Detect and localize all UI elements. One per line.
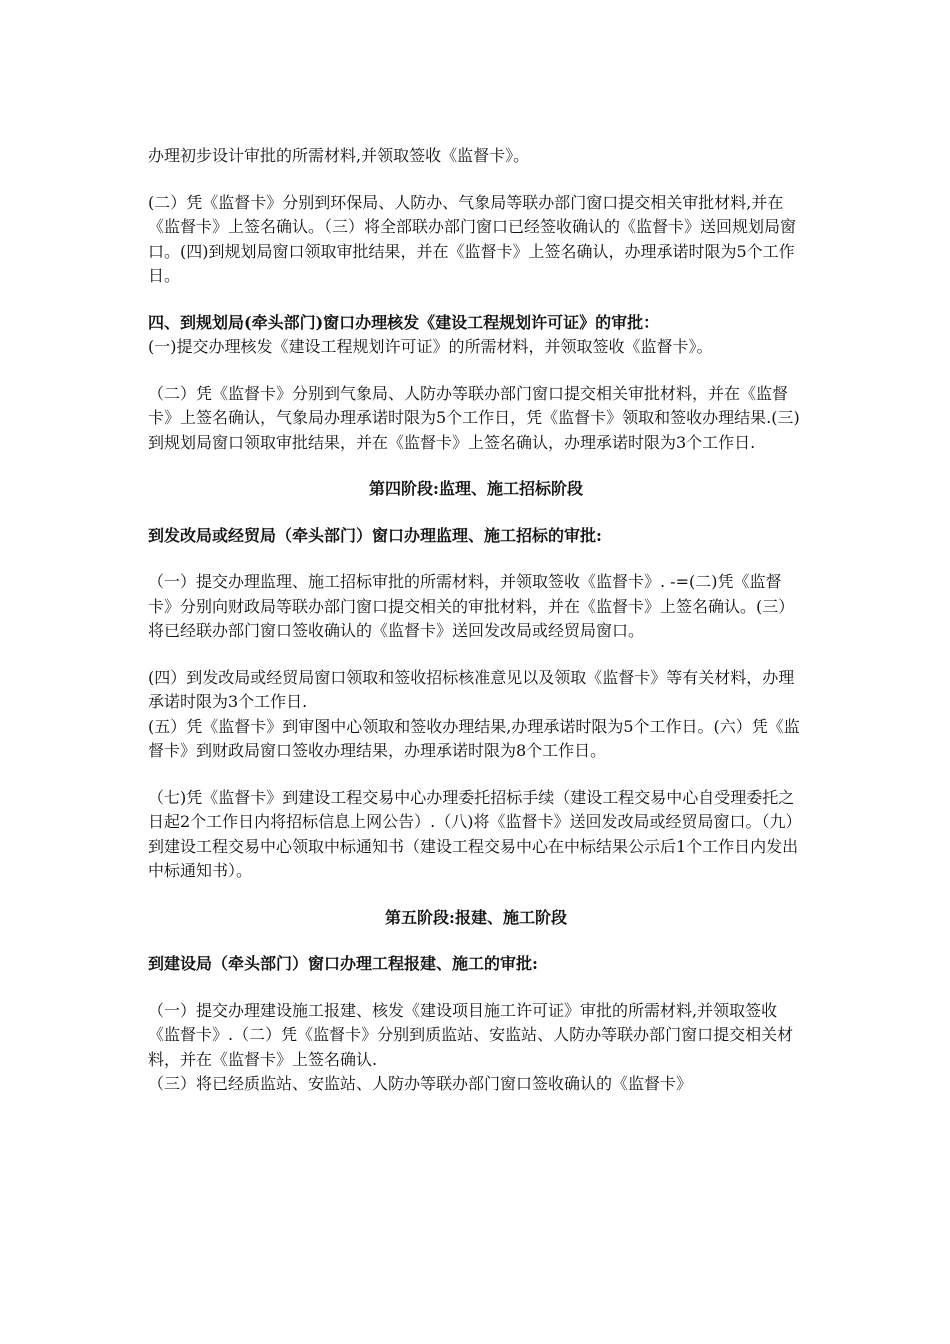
subheading-construction-approval: 到建设局（牵头部门）窗口办理工程报建、施工的审批: [148, 954, 538, 973]
paragraph-submit-planning-materials: (一)提交办理核发《建设工程规划许可证》的所需材料，并领取签收《监督卡》。 [148, 337, 713, 356]
paragraph-planning-results: （二）凭《监督卡》分别到气象局、人防办等联办部门窗口提交相关审批材料，并在《监督卡》上签名确认，气象局办理承诺时限为5个工作日，凭《监督卡》领取和签收办理结果.(三)到规划局窗口领取审批结果，并在《监督卡》上签名确认，办理承诺时限为3个工作日. [148, 383, 800, 452]
stage-heading-4: 第四阶段:监理、施工招标阶段 [369, 479, 583, 498]
paragraph-preliminary-design: 办理初步设计审批的所需材料,并领取签收《监督卡》。 [148, 146, 530, 165]
paragraph-trading-center: （七)凭《监督卡》到建设工程交易中心办理委托招标手续（建设工程交易中心自受理委托之日起2个工作日内将招标信息上网公告）.（八)将《监督卡》送回发改局或经贸局窗口。（九）到建设工程交易中心领取中标通知书（建设工程交易中心在中标结果公示后1个工作日内发出中标通知书）。 [148, 787, 802, 880]
subheading-tender-approval: 到发改局或经贸局（牵头部门）窗口办理监理、施工招标的审批: [148, 525, 602, 545]
section-heading-planning-permit: 四、到规划局(牵头部门)窗口办理核发《建设工程规划许可证》的审批： [148, 312, 660, 332]
paragraph-construction-permit: （一）提交办理建设施工报建、核发《建设项目施工许可证》审批的所需材料,并领取签收《监督卡》.（二）凭《监督卡》分别到质监站、安监站、人防办等联办部门窗口提交相关材料，并在《监督卡》上签名确认. （三）将已经质监站、安监站、人防办等联办部门窗口签收确认的《监督卡》 [148, 1000, 794, 1093]
document-page [148, 144, 804, 1097]
paragraph-tender-materials: （一）提交办理监理、施工招标审批的所需材料，并领取签收《监督卡》. -=(二)凭《监督卡》分别向财政局等联办部门窗口提交相关的审批材料，并在《监督卡》上签名确认。(三）将已经联办部门窗口签收确认的《监督卡》送回发改局或经贸局窗口。 [148, 572, 795, 640]
stage-heading-5: 第五阶段:报建、施工阶段 [385, 907, 567, 927]
paragraph-joint-departments: (二）凭《监督卡》分别到环保局、人防办、气象局等联办部门窗口提交相关审批材料,并在《监督卡》上签名确认。（三）将全部联办部门窗口已经签收确认的《监督卡》送回规划局窗口。(四)到规划局窗口领取审批结果，并在《监督卡》上签名确认，办理承诺时限为5个工作日。 [148, 192, 797, 285]
paragraph-tender-results: (四）到发改局或经贸局窗口领取和签收招标核准意见以及领取《监督卡》等有关材料，办理承诺时限为3个工作日. (五）凭《监督卡》到审图中心领取和签收办理结果,办理承诺时限为5个工作日。(六）凭《监督卡》到财政局窗口签收办理结果，办理承诺时限为8个工作日。 [148, 667, 800, 760]
